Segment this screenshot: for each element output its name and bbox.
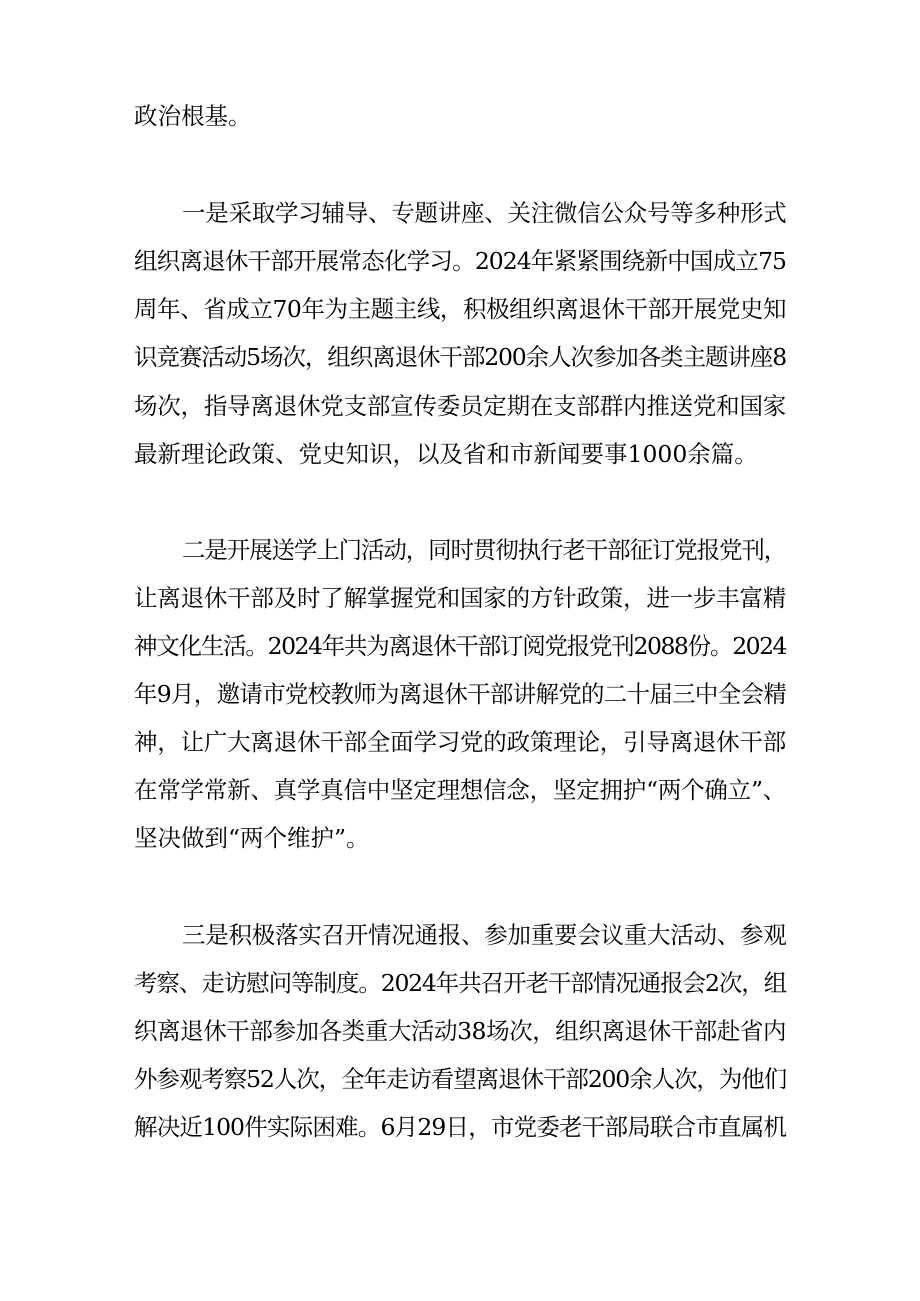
text-line: 神文化生活。2024年共为离退休干部订阅党报党刊2088份。2024 (134, 632, 786, 660)
text-line: 场次，指导离退休党支部宣传委员定期在支部群内推送党和国家 (134, 392, 786, 420)
text-line: 让离退休干部及时了解掌握党和国家的方针政策，进一步丰富精 (134, 584, 786, 612)
text-line: 在常学常新、真学真信中坚定理想信念，坚定拥护“两个确立”、 (134, 776, 786, 804)
text-line: 二是开展送学上门活动，同时贯彻执行老干部征订党报党刊， (182, 536, 786, 564)
text-line: 神，让广大离退休干部全面学习党的政策理论，引导离退休干部 (134, 728, 786, 756)
text-line: 解决近100件实际困难。6月29日，市党委老干部局联合市直属机 (134, 1113, 786, 1141)
text-line: 一是采取学习辅导、专题讲座、关注微信公众号等多种形式 (182, 199, 787, 227)
text-line: 政治根基。 (134, 102, 252, 130)
text-line: 织离退休干部参加各类重大活动38场次，组织离退休干部赴省内 (134, 1017, 786, 1045)
text-line: 周年、省成立70年为主题主线，积极组织离退休干部开展党史知 (134, 295, 786, 323)
text-line: 外参观考察52人次，全年走访看望离退休干部200余人次，为他们 (134, 1065, 786, 1093)
text-line: 三是积极落实召开情况通报、参加重要会议重大活动、参观 (182, 921, 787, 949)
text-line: 考察、走访慰问等制度。2024年共召开老干部情况通报会2次，组 (134, 969, 786, 997)
text-line: 识竞赛活动5场次，组织离退休干部200余人次参加各类主题讲座8 (134, 343, 786, 371)
text-line: 年9月，邀请市党校教师为离退休干部讲解党的二十届三中全会精 (134, 680, 786, 708)
text-line: 最新理论政策、党史知识，以及省和市新闻要事1000余篇。 (134, 440, 758, 468)
text-line: 组织离退休干部开展常态化学习。2024年紧紧围绕新中国成立75 (134, 247, 786, 275)
text-line: 坚决做到“两个维护”。 (134, 824, 370, 852)
